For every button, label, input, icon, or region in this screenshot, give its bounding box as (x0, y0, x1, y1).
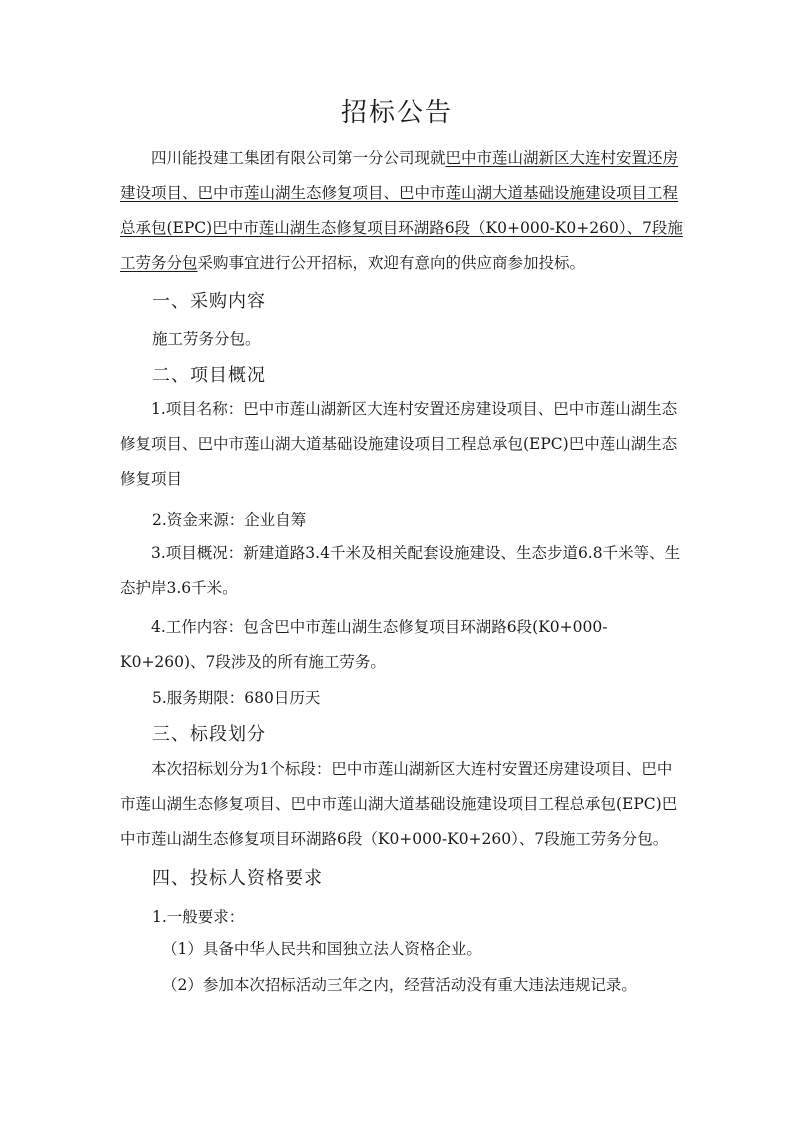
overview-item-name: 1.项目名称：巴中市莲山湖新区大连村安置还房建设项目、巴中市莲山湖生态修复项目、巴中市莲山湖大道基础设施建设项目工程总承包(EPC)巴中莲山湖生态修复项目 (120, 400, 678, 488)
intro-paragraph (120, 141, 685, 281)
intro-tail: 采购事宜进行公开招标，欢迎有意向的供应商参加投标。 (197, 254, 586, 272)
lots-paragraph: 本次招标划分为1个标段：巴中市莲山湖新区大连村安置还房建设项目、巴中市莲山湖生态修复项目、巴中市莲山湖大道基础设施建设项目工程总承包(EPC)巴中市莲山湖生态修复项目环湖路6段（K0+000-K0+260）、7段施工劳务分包。 (120, 760, 678, 848)
intro-lead: 四川能投建工集团有限公司第一分公司现就 (151, 149, 446, 167)
page-title: 招标公告 (340, 98, 453, 128)
overview-item-scope: 4.工作内容：包含巴中市莲山湖生态修复项目环湖路6段(K0+000-K0+260)、7段涉及的所有施工劳务。 (120, 618, 608, 671)
qualification-item-1: （1）具备中华人民共和国独立法人资格企业。 (162, 940, 482, 958)
section-heading-lots: 三、标段划分 (152, 724, 266, 745)
overview-item-funding: 2.资金来源：企业自筹 (152, 511, 307, 529)
section-heading-qualification: 四、投标人资格要求 (152, 868, 323, 889)
qualification-item-2: （2）参加本次招标活动三年之内，经营活动没有重大违法违规记录。 (162, 976, 637, 994)
intro-project-name: 巴中市莲山湖新区大连村安置还房建设项目、巴中市莲山湖生态修复项目、巴中市莲山湖大道基础设施建设项目工程总承包(EPC)巴中市莲山湖生态修复项目环湖路6段（K0+000-K0+260）、7段施工劳务分包 (120, 149, 683, 272)
overview-item-duration: 5.服务期限：680日历天 (152, 689, 321, 707)
section-heading-procurement: 一、采购内容 (152, 291, 266, 312)
section-heading-overview: 二、项目概况 (152, 365, 266, 386)
qualification-general: 1.一般要求： (152, 908, 245, 926)
overview-item-summary: 3.项目概况：新建道路3.4千米及相关配套设施建设、生态步道6.8千米等、生态护岸3.6千米。 (120, 544, 681, 597)
procurement-content: 施工劳务分包。 (152, 330, 261, 348)
